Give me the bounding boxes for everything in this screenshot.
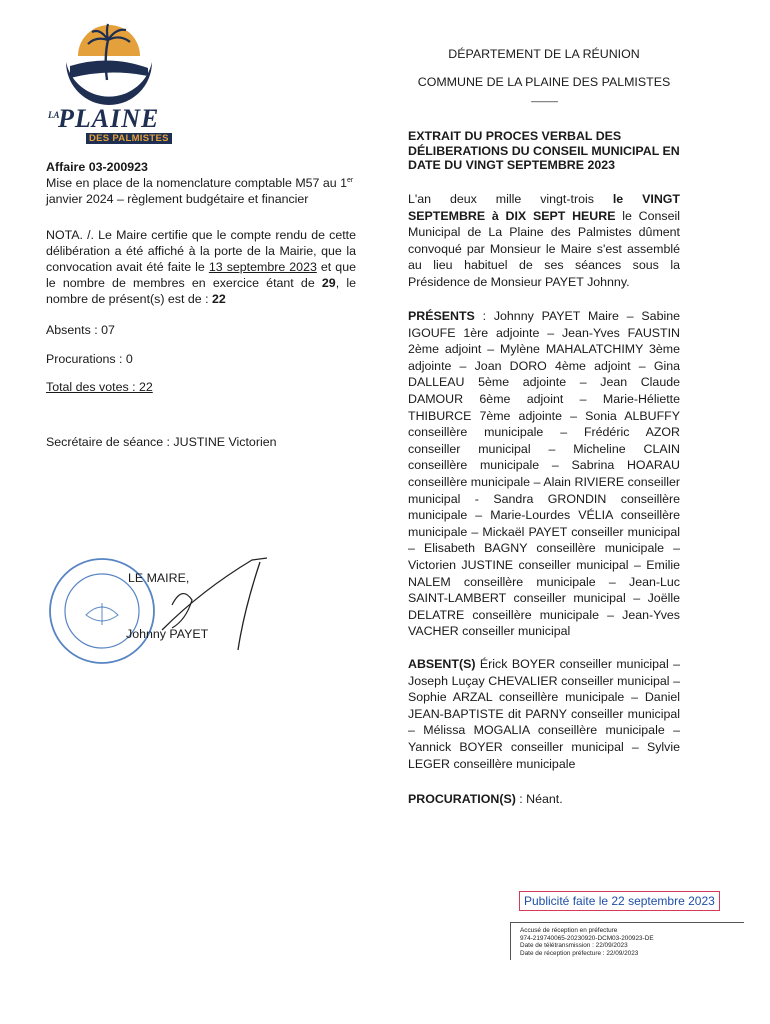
publicite-notice: Publicité faite le 22 septembre 2023 — [519, 891, 720, 911]
procurations-paragraph: PROCURATION(S) : Néant. — [408, 792, 563, 806]
affaire-title: Mise en place de la nomenclature comptable M57 au 1er janvier 2024 – règlement budgétaire et financier — [46, 176, 354, 206]
mayor-title: LE MAIRE, — [128, 571, 190, 585]
header-separator: ---------------- — [530, 97, 558, 106]
commune-title: COMMUNE DE LA PLAINE DES PALMISTES — [417, 75, 671, 89]
receipt-line: Date de télétransmission : 22/09/2023 — [520, 942, 628, 950]
logo-small-word: LA — [48, 110, 60, 120]
absents-paragraph: ABSENT(S) Érick BOYER conseiller municipal – Joseph Luçay CHEVALIER conseiller municipal – Sophie ARZAL conseillère municipale – Daniel JEAN-BAPTISTE dit PARNY conseiller municipal – Mélissa MOGALIA conseillère municipale – Yannick BOYER conseiller municipal – Sylvie LEGER conseillère municipale — [408, 657, 680, 771]
logo-emblem-icon — [44, 18, 174, 113]
total-votes: Total des votes : 22 — [46, 380, 153, 394]
logo-brand-name: PLAINE — [58, 104, 160, 133]
absents-count: Absents : 07 — [46, 323, 115, 337]
department-title: DÉPARTEMENT DE LA RÉUNION — [448, 47, 640, 61]
secretary: Secrétaire de séance : JUSTINE Victorien — [46, 435, 277, 449]
signature-scribble-icon — [142, 550, 292, 660]
affaire-number: Affaire 03-200923 — [46, 160, 148, 174]
prefecture-receipt — [510, 922, 744, 960]
nota-paragraph: NOTA. /. Le Maire certifie que le compte rendu de cette délibération a été affiché à la porte de la Mairie, que la convocation avait été faite le 13 septembre 2023 et que le nombre de membres en exercice étant de 29, le nombre de présent(s) est de : 22 — [46, 228, 356, 306]
receipt-line: 974-219740065-20230920-DCM03-200923-DE — [520, 934, 654, 942]
receipt-line: Accusé de réception en préfecture — [520, 927, 618, 934]
extract-title: EXTRAIT DU PROCES VERBAL DES DÉLIBERATIONS DU CONSEIL MUNICIPAL EN DATE DU VINGT SEPTEMBRE 2023 — [408, 129, 680, 173]
presents-paragraph: PRÉSENTS : Johnny PAYET Maire – Sabine IGOUFE 1ère adjointe – Jean-Yves FAUSTIN 2ème adjoint – Mylène MAHALATCHIMY 3ème adjointe – Joan DORO 4ème adjoint – Gina DALLEAU 5ème adjointe – Jean Claude DAMOUR 6ème adjoint – Marie-Héliette THIBURCE 7ème adjointe – Sonia ALBUFFY conseillère municipale – Frédéric AZOR conseiller municipal – Micheline CLAIN conseillère municipale – Sabrina HOARAU conseillère municipale – Alain RIVIERE conseiller municipal - Sandra GRONDIN conseillère municipale – Marie-Lourdes VÉLIA conseillère municipale – Mickaël PAYET conseiller municipal – Elisabeth BAGNY conseillère municipale – Victorien JUSTINE conseiller municipal – Emilie NALEM conseillère municipale – Jean-Luc SAINT-LAMBERT conseiller municipal – Joëlle DELATRE conseillère municipale – Jean-Yves VACHER conseiller municipal — [408, 309, 680, 639]
logo-subtitle: DES PALMISTES — [86, 133, 172, 144]
receipt-line: Date de réception préfecture : 22/09/2023 — [520, 949, 639, 957]
preamble-paragraph: L'an deux mille vingt-trois le VINGT SEPTEMBRE à DIX SEPT HEURE le Conseil Municipal de La Plaine des Palmistes dûment convoqué par Monsieur le Maire s'est assemblé au lieu habituel de ses séances sous la Présidence de Monsieur PAYET Johnny. — [408, 192, 680, 289]
logo — [44, 18, 174, 158]
procurations-count: Procurations : 0 — [46, 352, 133, 366]
mayor-name: Johnny PAYET — [126, 627, 209, 641]
